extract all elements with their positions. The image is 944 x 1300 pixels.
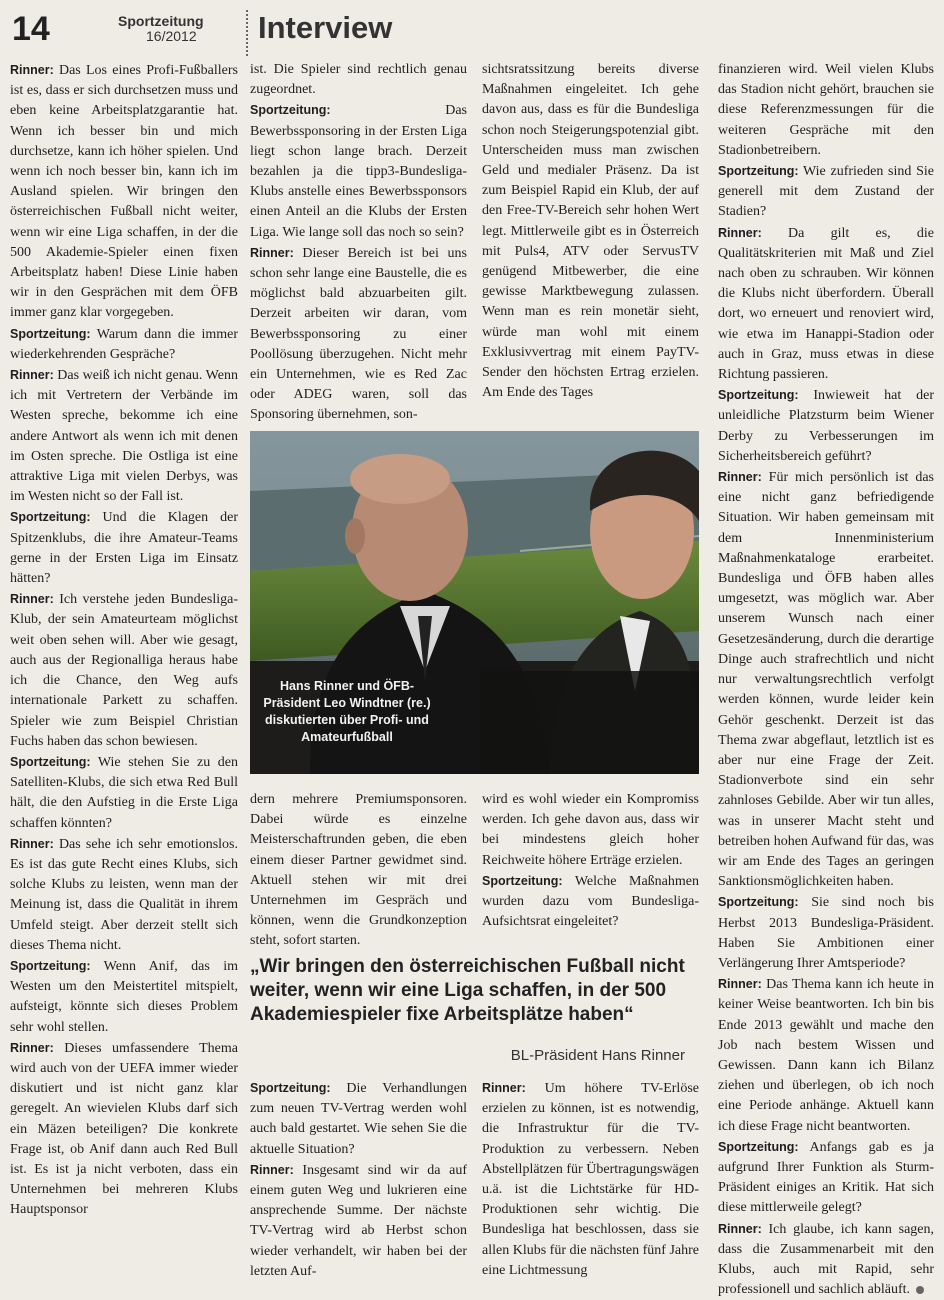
speaker-label: Rinner: — [718, 470, 762, 485]
paragraph-text: Das Bewerbssponsoring in der Ersten Liga liegt schon lange brach. Derzeit bezahlen ja die tipp3-Bundesliga-Klubs anstelle eines Bewerbssponsors einen Anteil an die Klubs der Ersten Liga. Wie lange soll das noch so sein? — [250, 103, 467, 240]
paragraph-text: Das Thema kann ich heute in keiner Weise beantworten. Ich bin bis Ende 2013 gewählt und mache den Job nach bestem Wissen und Gewissen. Dann kann ich Bilanz ziehen und überlegen, ob ich noch eine Periode anhänge. Aktuell kann ich diese Frage nicht beantworten. — [718, 977, 934, 1134]
paragraph-text: finanzieren wird. Weil vielen Klubs das Stadion nicht gehört, brauchen sie diese Referenzmessungen für die weiteren Gespräche mit den Stadionbetreibern. — [718, 62, 934, 158]
speaker-label: Sportzeitung: — [718, 1139, 799, 1154]
article-column-2-bottom — [250, 1078, 467, 1285]
paragraph — [718, 60, 934, 161]
paragraph — [10, 507, 238, 589]
speaker-label: Rinner: — [250, 245, 294, 260]
article-column-4 — [718, 60, 934, 1298]
paragraph — [718, 161, 934, 223]
paragraph — [718, 974, 934, 1137]
paragraph — [10, 589, 238, 752]
article-column-3-bottom — [482, 1078, 699, 1285]
paragraph — [718, 892, 934, 974]
pull-quote: „Wir bringen den österreichischen Fußball nicht weiter, wenn wir eine Liga schaffen, in der 500 Akademiespieler fixe Arbeitsplätze haben“ — [250, 956, 685, 1025]
speaker-label: Rinner: — [10, 592, 54, 607]
paragraph-text: ist. Die Spieler sind rechtlich genau zugeordnet. — [250, 62, 467, 98]
speaker-label: Rinner: — [10, 368, 54, 383]
paragraph-text: dern mehrere Premiumsponsoren. Dabei würde es einzelne Meisterschaftrunden geben, die eben einem dieser Partner gewidmet sind. Aktuell stehen wir mit drei Unternehmen im Gespräch und können, wenn die Grundkonzeption steht, sofort starten. — [250, 792, 467, 949]
speaker-label: Rinner: — [718, 1221, 762, 1236]
paragraph — [718, 1137, 934, 1219]
article-column-2-top — [250, 60, 467, 425]
paragraph-text: Für mich persönlich ist das eine nicht ganz befriedigende Situation. Wir haben gemeinsam mit dem Innenministerium Maßnahmenkataloge erarbeitet. Bundesliga und ÖFB haben alles umgesetzt, was möglich war. Aber unserem Wunsch nach einer Gesetzesänderung, durch die derartige Dinge auch strafrechtlich und nicht nur verwaltungsrechtlich verfolgt werden können, wurde leider kein Gehör geschenkt. Derzeit ist das Thema zwar abgeflaut, letztlich ist es aber nur eine Frage der Zeit. Stadionverbote sind ein sehr zahnloses Gebilde. Aber wir tun alles, was in unserer Macht steht und betreiben hohen Aufwand für das, was wir am Ende des Tages an geringen Sanktionsmöglichkeiten haben. — [718, 470, 934, 890]
publication-name: Sportzeitung — [118, 13, 204, 29]
paragraph — [10, 834, 238, 956]
speaker-label: Rinner: — [482, 1081, 526, 1095]
paragraph-text: Um höhere TV-Erlöse erzielen zu können, ist es notwendig, die Infrastruktur für die TV-Produktion zu verbessern. Neben Abstellplätzen für Übertragungswägen u.ä. ist die Lichtstärke für HD-Produktionen sehr wichtig. Die Bundesliga hat beschlossen, dass sie allen Klubs für die nächsten fünf Jahre eine Lichtmessung — [482, 1081, 699, 1278]
paragraph-text: Welche Maßnahmen wurden dazu vom Bundesliga-Aufsichtsrat eingeleitet? — [482, 873, 699, 930]
speaker-label: Rinner: — [10, 1040, 54, 1055]
photo-caption: Hans Rinner und ÖFB-Präsident Leo Windtner (re.) diskutierten über Profi- und Amateurfußball — [263, 679, 431, 744]
speaker-label: Sportzeitung: — [718, 895, 799, 910]
paragraph-text: Dieses umfassendere Thema wird auch von der UEFA immer wieder diskutiert und ist nicht ganz klar geregelt. An wievielen Klubs darf sich ein Mäzen beteiligen? Die konkrete Frage ist, ob Anif dann auch Red Bull ist. Es ist ja nicht verboten, dass ein Unternehmen bei mehreren Klubs Hauptsponsor — [10, 1040, 238, 1218]
paragraph — [482, 790, 699, 871]
paragraph — [718, 467, 934, 892]
paragraph-text: sichtsratssitzung bereits diverse Maßnahmen eingeleitet. Ich gehe davon aus, dass es für die Bundesliga schon noch Steigerungspotenzial gibt. Unterscheiden muss man zwischen Geld und medialer Präsenz. Da ist zum Beispiel Rapid ein Klub, der auf den Free-TV-Bereich sehr hohen Wert legt. Mittlerweile gibt es in Österreich mit Puls4, ATV oder ServusTV genügend Mitbewerber, die eine gewisse Marktbewegung zulassen. Wenn man es rein monetär sieht, würde man wohl mit einem Exklusivvertrag mit einem PayTV-Sender den höchsten Ertrag erzielen. Am Ende des Tages — [482, 62, 699, 401]
article-column-1 — [10, 60, 238, 1285]
paragraph — [482, 871, 699, 933]
paragraph-text: Wenn Anif, das im Westen um den Meistertitel mitspielt, aufsteigt, könnte sich dieses Problem sehr wohl stellen. — [10, 958, 238, 1035]
speaker-label: Sportzeitung: — [250, 103, 331, 118]
paragraph — [10, 365, 238, 507]
paragraph-text: wird es wohl wieder ein Kompromiss werden. Ich gehe davon aus, dass wir bei mindestens gleich hoher Reichweite höhere Erträge erzielen. — [482, 792, 699, 868]
speaker-label: Rinner: — [250, 1162, 294, 1177]
speaker-label: Rinner: — [718, 225, 762, 240]
end-mark-icon — [916, 1286, 924, 1294]
paragraph-text: Das Los eines Profi-Fußballers ist es, dass er sich durchsetzen muss und eben keine Arbeitsplatzgarantie hat. Wenn ich besser bin und mich durchsetze, kann ich höher spielen. Und wenn ich noch besser bin, kann ich im Ausland spielen. Wir bringen den österreichischen Fußball nicht weiter, wenn wir eine Liga schaffen, in der die 500 Akademie-Spieler einen fixen Arbeitsplatz haben! Diese Linie haben wir in den Gesprächen mit dem ÖFB immer ganz klar vorgegeben. — [10, 63, 238, 321]
speaker-label: Sportzeitung: — [482, 873, 563, 888]
paragraph-text: Wie stehen Sie zu den Satelliten-Klubs, die sich etwa Red Bull hält, die den Aufstieg in die Erste Liga schaffen könnten? — [10, 754, 238, 831]
article-column-3-middle — [482, 790, 699, 952]
speaker-label: Sportzeitung: — [250, 1081, 331, 1095]
paragraph-text: Dieser Bereich ist bei uns schon sehr lange eine Baustelle, die es möglichst bald abzuarbeiten gilt. Derzeit arbeiten wir daran, vom Bewerbssponsoring zu einer Poollösung überzugehen. Nicht mehr ein Unternehmen, wie es Red Zac oder ADEG waren, soll das Sponsoring übernehmen, son- — [250, 245, 467, 423]
speaker-label: Rinner: — [10, 63, 54, 77]
paragraph — [482, 1078, 699, 1281]
paragraph-text: Und die Klagen der Spitzenklubs, die ihre Amateur-Teams gerne in der Ersten Liga im Einsatz hätten? — [10, 510, 238, 587]
paragraph-text: Insgesamt sind wir da auf einem guten Weg und lukrieren eine ansprechende Summe. Der nächste TV-Vertrag wird ab Herbst schon wieder verhandelt, wir haben bei der letzten Auf- — [250, 1162, 467, 1279]
paragraph-text: Da gilt es, die Qualitätskriterien mit Maß und Ziel nach oben zu schrauben. Wir können die Klubs nicht überfordern. Überall dort, wo erneuert und renoviert wird, wie etwa im Hanappi-Stadion oder auch in Graz, muss etwas in diese Richtung passieren. — [718, 225, 934, 383]
paragraph-text: Ich glaube, ich kann sagen, dass die Zusammenarbeit mit den Klubs, auch mit Rapid, sehr professionell und sachlich abläuft. — [718, 1221, 934, 1298]
paragraph — [250, 1078, 467, 1160]
paragraph-text: Wie zufrieden sind Sie generell mit dem Zustand der Stadien? — [718, 164, 934, 220]
article-column-3-top — [482, 60, 699, 425]
section-title: Interview — [258, 10, 393, 45]
publication-info — [118, 14, 204, 44]
article-column-2-middle — [250, 790, 467, 952]
speaker-label: Sportzeitung: — [718, 388, 799, 403]
paragraph — [482, 60, 699, 403]
page-number: 14 — [12, 10, 50, 48]
speaker-label: Sportzeitung: — [10, 326, 91, 341]
paragraph — [718, 223, 934, 386]
speaker-label: Rinner: — [10, 836, 54, 851]
paragraph — [10, 1038, 238, 1221]
paragraph-text: Anfangs gab es ja aufgrund Ihrer Funktion als Sturm-Präsident einiges an Kritik. Hat sich diese mittlerweile gelegt? — [718, 1139, 934, 1216]
pull-quote-attribution: BL-Präsident Hans Rinner — [510, 1047, 685, 1064]
paragraph-text: Inwieweit hat der unleidliche Platzsturm beim Wiener Derby zu Verbesserungen im Sicherheitsbereich geführt? — [718, 388, 934, 464]
paragraph-text: Das weiß ich nicht genau. Wenn ich mit Vertretern der Verbände im Westen spreche, bekomme ich eine andere Antwort als wenn ich mit denen im Osten spreche. Die Ostliga ist eine attraktive Liga mit vielen Derbys, was im Westen nicht so der Fall ist. — [10, 368, 238, 505]
paragraph-text: Ich verstehe jeden Bundesliga-Klub, der sein Amateurteam möglichst weit oben sehen will. Aber wie gesagt, auch aus der Regionalliga heraus habe ich die Chance, den Weg aufs internationale Parkett zu schaffen. Spieler wie zum Beispiel Christian Fuchs haben das schon bewiesen. — [10, 592, 238, 749]
paragraph — [10, 956, 238, 1038]
paragraph — [250, 243, 467, 426]
paragraph — [718, 385, 934, 467]
paragraph — [250, 100, 467, 242]
paragraph — [10, 324, 238, 365]
paragraph — [250, 1160, 467, 1282]
header-divider — [246, 10, 248, 56]
speaker-label: Sportzeitung: — [718, 164, 799, 179]
speaker-label: Sportzeitung: — [10, 958, 91, 973]
paragraph — [10, 60, 238, 324]
speaker-label: Rinner: — [718, 977, 762, 992]
paragraph — [250, 790, 467, 952]
paragraph-text: Das sehe ich sehr emotionslos. Es ist das gute Recht eines Klubs, sich solche Klubs zu leisten, wenn man der Meinung ist, dass die Qualität in ihrem Umfeld steigt. Aber derzeit stellt sich dieses Thema nicht. — [10, 836, 238, 953]
paragraph-text: Sie sind noch bis Herbst 2013 Bundesliga-Präsident. Haben Sie Ambitionen einer Verlängerung Ihrer Amtsperiode? — [718, 895, 934, 971]
paragraph — [10, 752, 238, 834]
paragraph-text: Warum dann die immer wiederkehrenden Gespräche? — [10, 326, 238, 362]
speaker-label: Sportzeitung: — [10, 510, 91, 525]
paragraph — [250, 60, 467, 100]
page-header — [0, 0, 944, 56]
paragraph-text: Die Verhandlungen zum neuen TV-Vertrag werden wohl auch bald gestartet. Wie sehen Sie die aktuelle Situation? — [250, 1081, 467, 1157]
paragraph — [718, 1219, 934, 1300]
issue-number: 16/2012 — [146, 28, 197, 44]
speaker-label: Sportzeitung: — [10, 754, 91, 769]
